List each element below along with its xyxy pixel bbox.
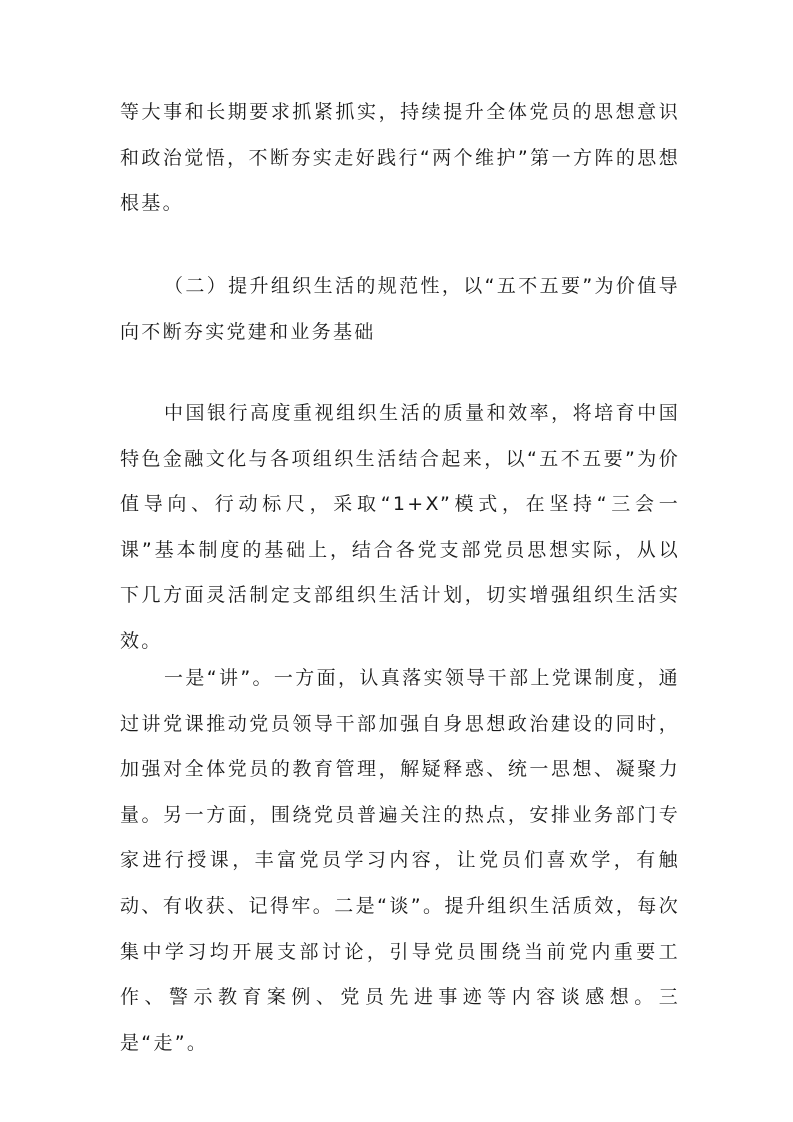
section-heading: （二）提升组织生活的规范性，以“五不五要”为价值导向不断夯实党建和业务基础: [120, 275, 680, 343]
body-paragraph-organization-life: 中国银行高度重视组织生活的质量和效率，将培育中国特色金融文化与各项组织生活结合起来，以“五不五要”为价值导向、行动标尺，采取“1+X”模式，在坚持“三会一课”基本制度的基础上，结合各党支部党员思想实际，从以下几方面灵活制定支部组织生活计划，切实增强组织生活实效。: [120, 402, 680, 652]
body-paragraph-lecture-talk-walk: 一是“讲”。一方面，认真落实领导干部上党课制度，通过讲党课推动党员领导干部加强自身思想政治建设的同时，加强对全体党员的教育管理，解疑释惑、统一思想、凝聚力量。另一方面，围绕党员普遍关注的热点，安排业务部门专家进行授课，丰富党员学习内容，让党员们喜欢学，有触动、有收获、记得牢。二是“谈”。提升组织生活质效，每次集中学习均开展支部讨论，引导党员围绕当前党内重要工作、警示教育案例、党员先进事迹等内容谈感想。三是“走”。: [120, 667, 680, 1054]
continuation-paragraph: 等大事和长期要求抓紧抓实，持续提升全体党员的思想意识和政治觉悟，不断夯实走好践行“两个维护”第一方阵的思想根基。: [120, 101, 680, 215]
